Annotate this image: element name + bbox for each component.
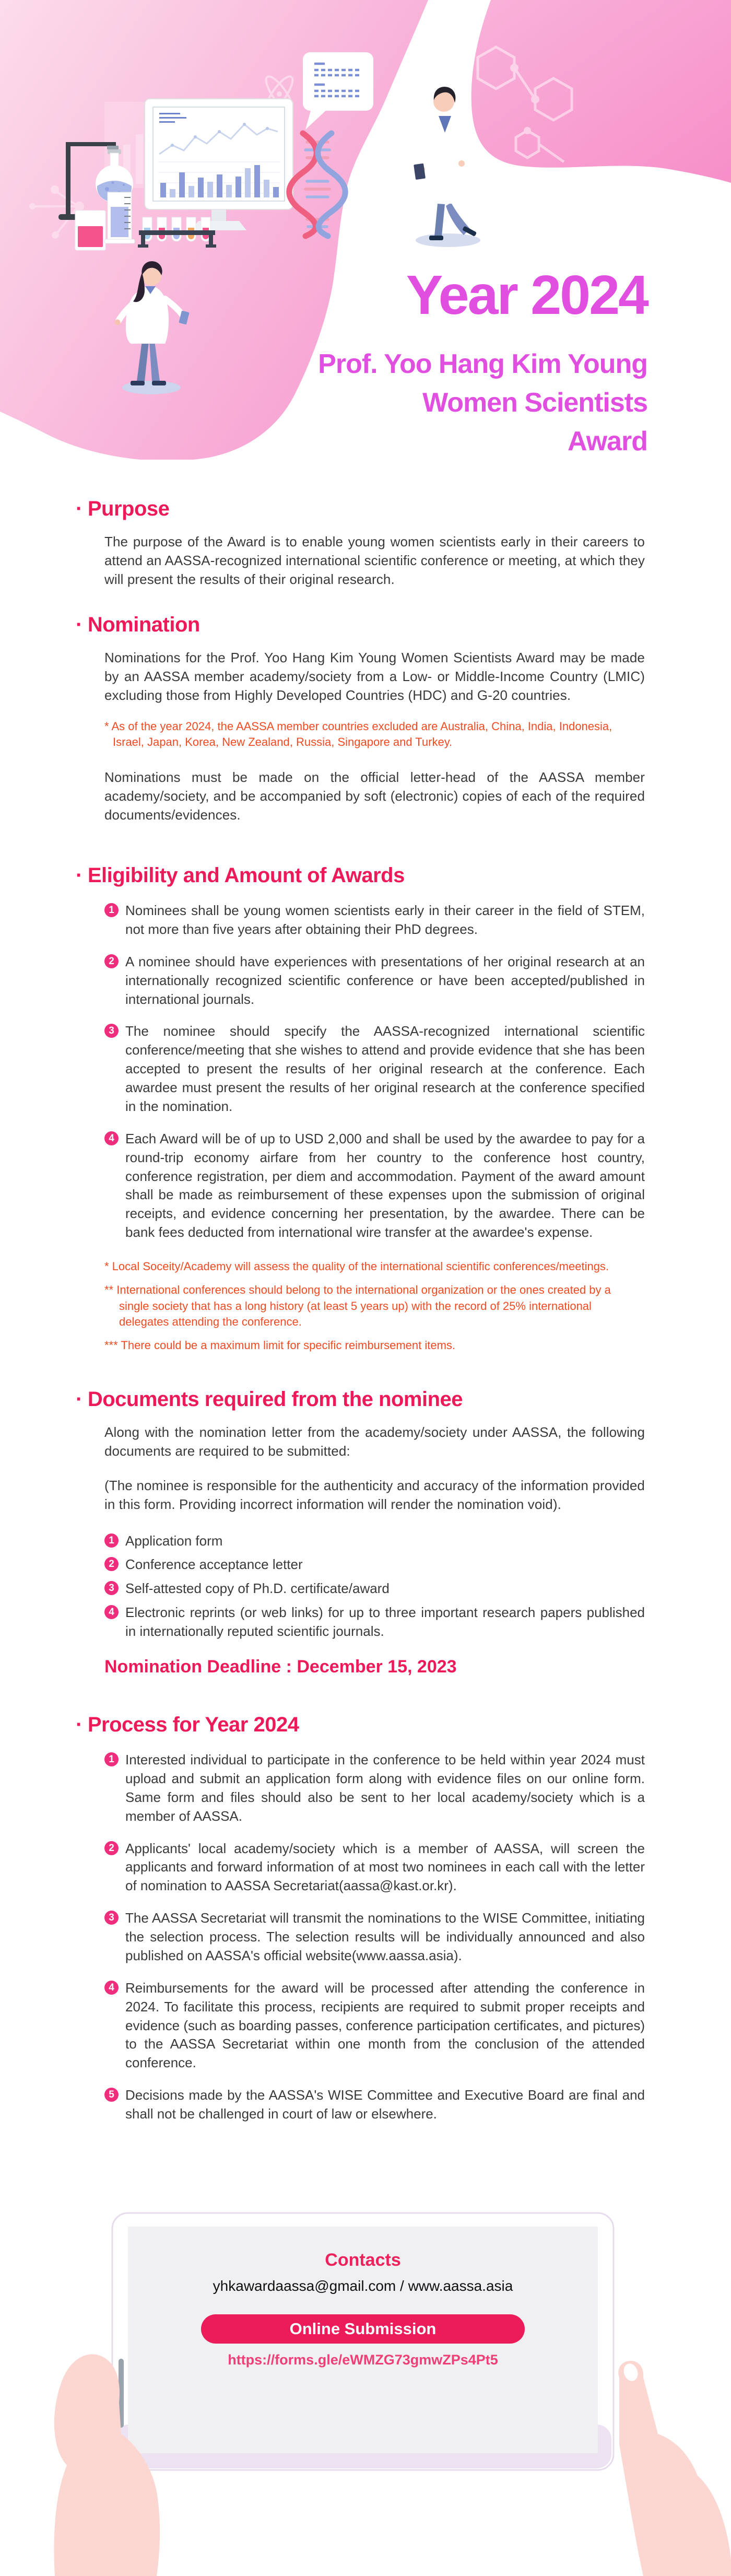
section-nomination: [76, 612, 650, 825]
right-hand-illustration: [618, 2361, 731, 2576]
award-note: * Local Soceity/Academy will assess the quality of the international scientific conferences/meetings.: [104, 1260, 609, 1273]
bullet-dot: ·: [76, 1388, 82, 1411]
contact-email-and-site[interactable]: yhkawardaassa@gmail.com / www.aassa.asia: [213, 2278, 513, 2294]
list-item: 5 Decisions made by the AASSA's WISE Committee and Executive Board are final and shall not be challenged in court of law or elsewhere.: [104, 2086, 645, 2124]
tablet-screen: [128, 2227, 598, 2368]
section-heading: · Purpose: [76, 497, 170, 520]
number-badge: 3: [104, 1581, 119, 1595]
number-badge: 4: [104, 1131, 119, 1145]
number-badge: 1: [104, 903, 119, 917]
contacts-heading: Contacts: [325, 2250, 401, 2270]
nomination-paragraph: Nominations for the Prof. Yoo Hang Kim Young Women Scientists Award may be made by an AASSA member academy/society from a Low- or Middle-Income Country (LMIC) excluding those from Highly Developed Countries (HDC) and G-20 countries.: [104, 650, 645, 703]
number-badge: 3: [104, 1024, 119, 1038]
nomination-paragraph: Nominations must be made on the official letter-head of the AASSA member academy/society, and be accompanied by soft (electronic) copies of each of the required documents/evidences.: [104, 769, 645, 823]
man-scientist: [414, 87, 480, 247]
number-badge: 1: [104, 1533, 119, 1548]
form-link[interactable]: https://forms.gle/eWMZG73gmwZPs4Pt5: [228, 2352, 498, 2368]
list-item: 4 Reimbursements for the award will be processed after attending the conference in 2024. To facilitate this process, recipients are required to submit proper receipts and evidence (such as boarding passes, conference participation certificates, and pictures) to the AASSA Secretariat within one month from the conclusion of the attended conference.: [104, 1979, 645, 2072]
bullet-dot: ·: [76, 1713, 82, 1736]
list-item: 1 Application form: [104, 1532, 645, 1551]
list-item: 3 The AASSA Secretariat will transmit the nominations to the WISE Committee, initiating the selection process. The selection results will be individually announced and also published on AASSA's official website(www.aassa.asia).: [104, 1909, 645, 1965]
list-item: 2 A nominee should have experiences with presentations of her original research at an internationally recognized scientific conference or have been accepted/published in international journals.: [104, 953, 645, 1009]
section-process: [76, 1712, 650, 2124]
award-title: [178, 345, 647, 461]
number-badge: 2: [104, 954, 119, 968]
bullet-dot: ·: [76, 613, 82, 636]
list-item: 4 Electronic reprints (or web links) for up to three important research papers published in internationally reputed scientific journals.: [104, 1603, 645, 1641]
list-item: 2 Applicants' local academy/society which is a member of AASSA, will screen the applicants and forward information of at most two nominees in each call with the letter of nomination to AASSA Secretariat(aassa@kast.or.kr).: [104, 1840, 645, 1896]
documents-intro: Along with the nomination letter from the academy/society under AASSA, the following documents are required to be submitted:: [104, 1424, 645, 1459]
documents-disclaimer: (The nominee is responsible for the authenticity and accuracy of the information provided in this form. Providing incorrect information will render the nomination void).: [104, 1477, 645, 1512]
list-item: 1 Interested individual to participate in the conference to be held within year 2024 must upload and submit an application form along with evidence files on our online form. Same form and files should also be sent to her local academy/society which is a member of AASSA.: [104, 1751, 645, 1826]
page-title: Year 2024: [406, 264, 647, 326]
award-title-line: Women Scientists: [422, 388, 647, 418]
award-title-line: Prof. Yoo Hang Kim Young: [318, 349, 647, 379]
list-item: 3 The nominee should specify the AASSA-recognized international scientific conference/meeting that she wishes to attend and provide evidence that she has been accepted to present the results of her original research at the conference. Each awardee must present the results of her original research at the conference specified in the nomination.: [104, 1022, 645, 1116]
award-title-line: Award: [568, 426, 647, 456]
section-heading: · Eligibility and Amount of Awards: [76, 864, 405, 887]
award-note: ** International conferences should belong to the international organization or the ones created by a single society that has a long history (at least 5 years up) with the record of 25% international delegates attending the conference.: [104, 1283, 611, 1329]
cylinder-icon: [104, 192, 135, 243]
section-purpose: [76, 496, 650, 589]
list-item: 2 Conference acceptance letter: [104, 1555, 645, 1574]
list-item: 4 Each Award will be of up to USD 2,000 and shall be used by the awardee to pay for a round-trip economy airfare from her country to the conference host country, conference registration, per diem and accommodation. Payment of the award amount shall be made as reimbursement of these expenses upon the submission of original receipts, and evidence concerning her presentation, by the awardee. There can be bank fees deducted from international wire transfer at the awardee's expense.: [104, 1130, 645, 1242]
bullet-dot: ·: [76, 864, 82, 887]
number-badge: 1: [104, 1752, 119, 1766]
section-heading: · Process for Year 2024: [76, 1713, 299, 1736]
section-heading: · Nomination: [76, 613, 200, 636]
award-note: *** There could be a maximum limit for specific reimbursement items.: [104, 1339, 456, 1352]
section-eligibility: [76, 863, 650, 1354]
number-badge: 2: [104, 1557, 119, 1571]
footer-illustration: [0, 2168, 731, 2576]
excluded-countries-note: * As of the year 2024, the AASSA member countries excluded are Australia, China, India, Indonesia, Israel, Japan, Korea, New Zealand, Russia, Singapore and Turkey.: [104, 719, 612, 749]
nomination-deadline: Nomination Deadline : December 15, 2023: [104, 1657, 457, 1677]
number-badge: 4: [104, 1605, 119, 1619]
section-documents: [76, 1387, 650, 1641]
beaker-icon: [75, 210, 105, 250]
number-badge: 3: [104, 1911, 119, 1925]
online-submission-button[interactable]: Online Submission: [201, 2314, 525, 2344]
number-badge: 4: [104, 1981, 119, 1995]
list-item: 3 Self-attested copy of Ph.D. certificate/award: [104, 1579, 645, 1598]
bullet-dot: ·: [76, 497, 82, 520]
list-item: 1 Nominees shall be young women scientists early in their career in the field of STEM, not more than five years after obtaining their PhD degrees.: [104, 901, 645, 939]
section-heading: · Documents required from the nominee: [76, 1388, 463, 1411]
purpose-body: The purpose of the Award is to enable young women scientists early in their careers to attend an AASSA-recognized international scientific conference or meeting, at which they will present the results of their original research.: [104, 534, 645, 587]
number-badge: 5: [104, 2088, 119, 2102]
header-illustration: [0, 0, 731, 460]
number-badge: 2: [104, 1841, 119, 1855]
